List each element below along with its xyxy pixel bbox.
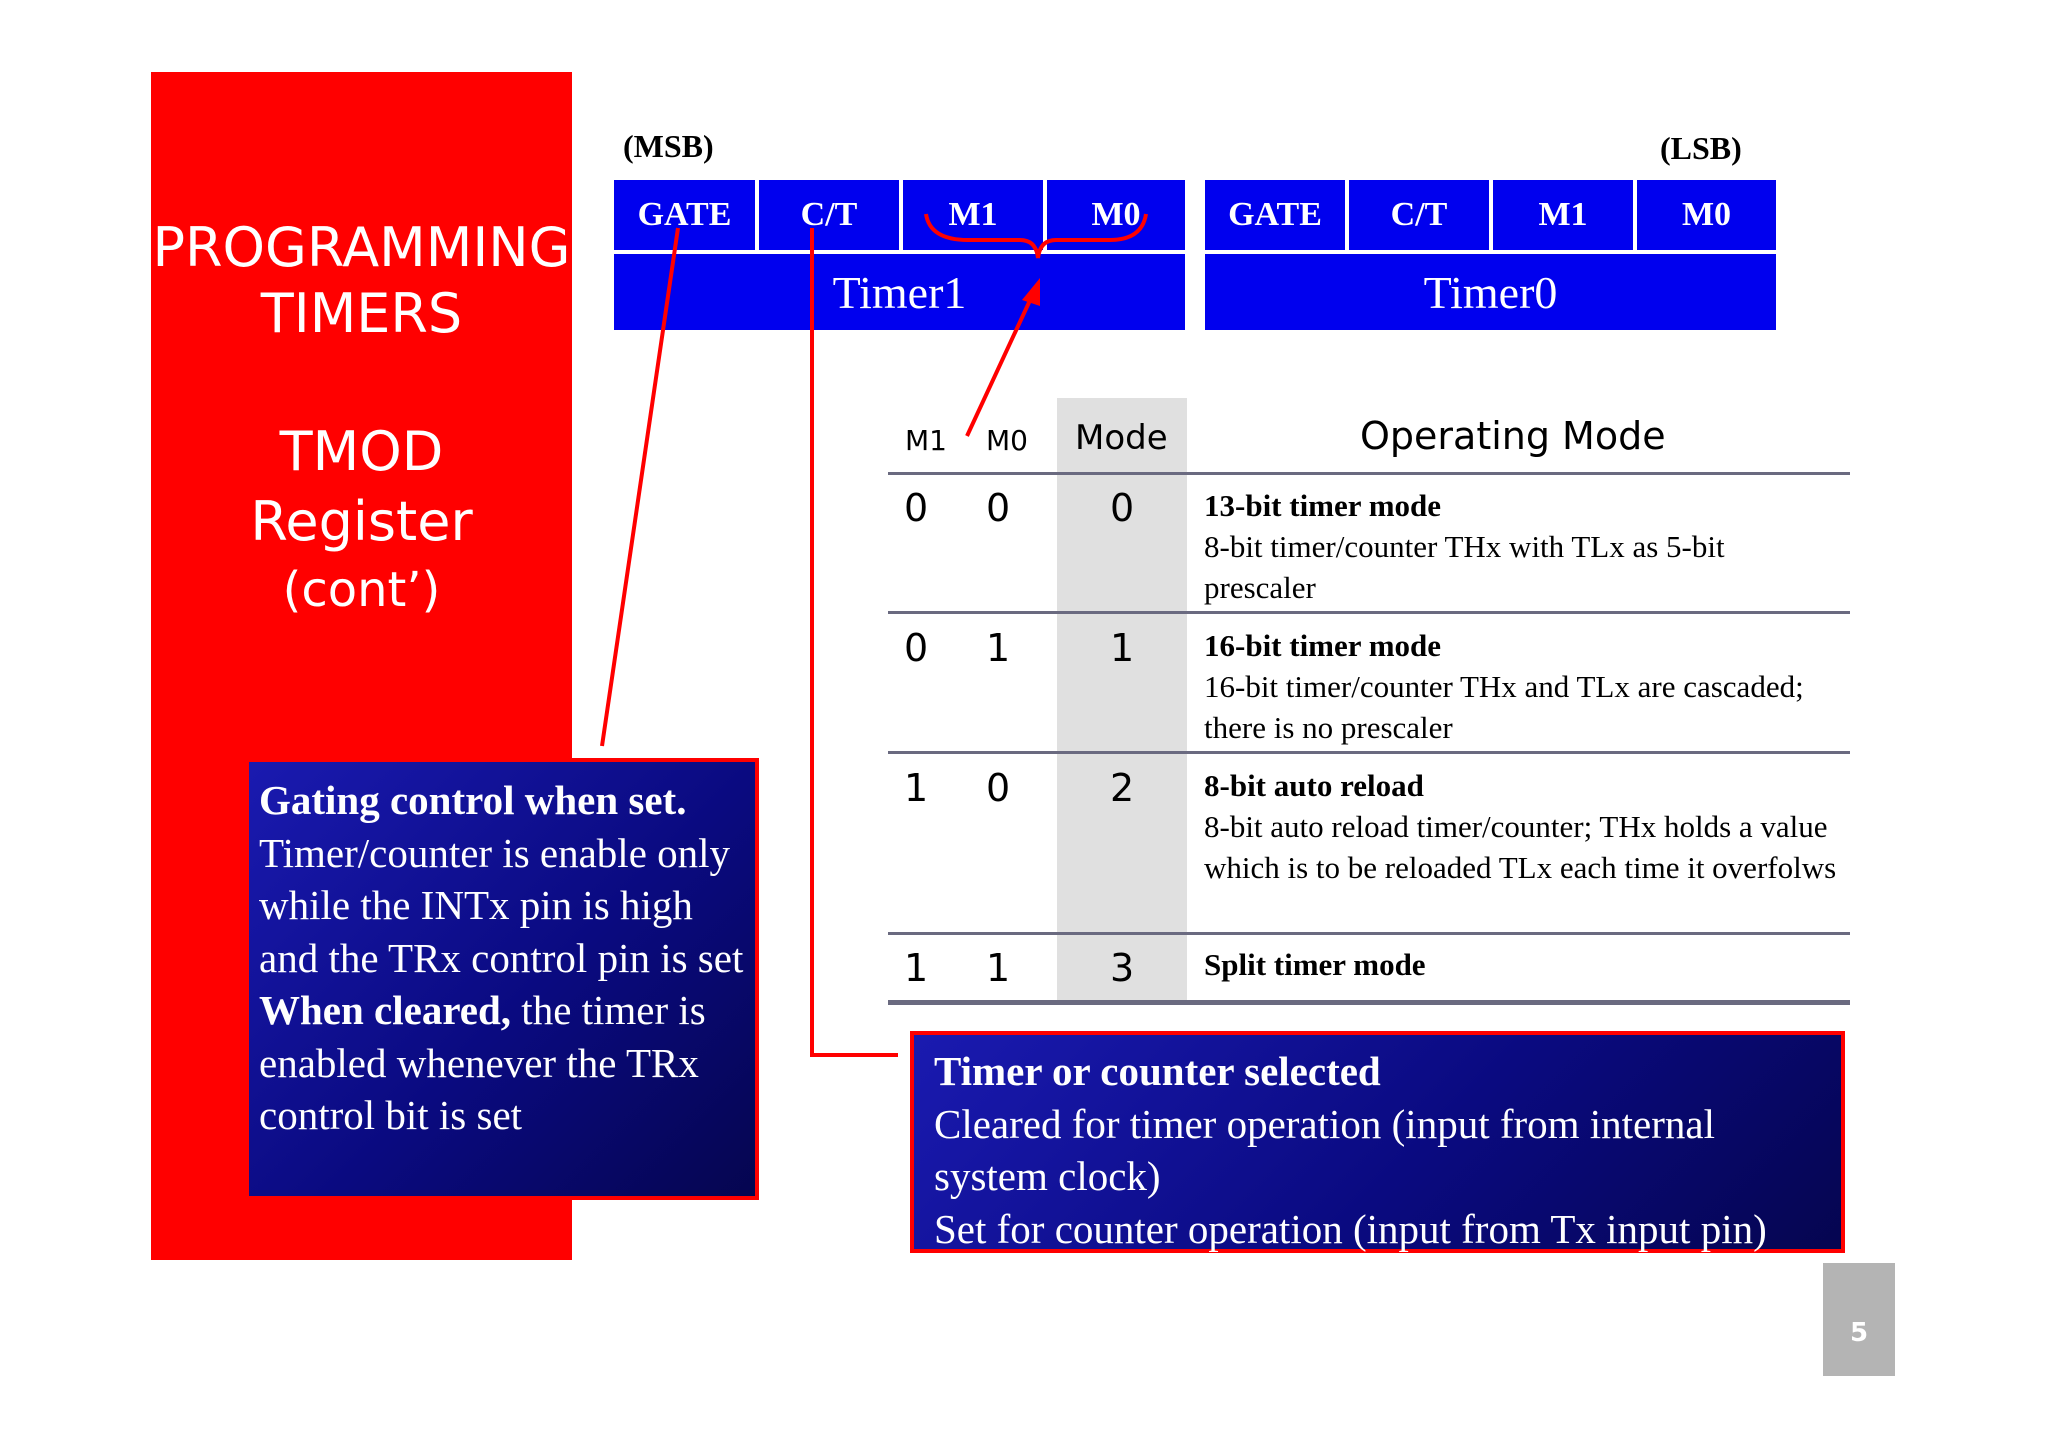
- row4-m0: 1: [986, 946, 1011, 990]
- gate-box-title2: When cleared,: [259, 987, 512, 1033]
- gate-box-title: Gating control when set.: [259, 777, 687, 823]
- ct-box-line1: Cleared for timer operation (input from internal system clock): [934, 1100, 1716, 1199]
- timer0-bit-m1: M1: [1493, 180, 1633, 250]
- row2-text: 16-bit timer/counter THx and TLx are cascaded; there is no prescaler: [1204, 669, 1804, 745]
- header-m0: M0: [986, 424, 1028, 457]
- header-mode: Mode: [1075, 418, 1168, 458]
- slide-title-line2: TIMERS: [260, 282, 463, 345]
- row2-mode: 1: [1110, 626, 1135, 670]
- row1-m1: 0: [904, 486, 929, 530]
- msb-label: (MSB): [623, 128, 714, 164]
- row2-title: 16-bit timer mode: [1204, 628, 1442, 663]
- timer0-label-bar: Timer0: [1205, 254, 1776, 330]
- row1-m0: 0: [986, 486, 1011, 530]
- ct-box-title: Timer or counter selected: [934, 1048, 1381, 1094]
- row2-m0: 1: [986, 626, 1011, 670]
- mode-arrow-head: [1022, 278, 1040, 306]
- row3-mode: 2: [1110, 766, 1135, 810]
- row3-text: 8-bit auto reload timer/counter; THx holds a value which is to be reloaded TLx each time it overfolws: [1204, 809, 1837, 885]
- row3-title: 8-bit auto reload: [1204, 768, 1424, 803]
- header-m1: M1: [905, 424, 947, 457]
- row4-title: Split timer mode: [1204, 947, 1426, 982]
- timer1-label-bar: Timer1: [614, 254, 1185, 330]
- gate-connector-line: [602, 228, 678, 746]
- ct-connector-line: [812, 228, 898, 1055]
- timer1-bit-m0: M0: [1047, 180, 1185, 250]
- page-number: 5: [1823, 1263, 1895, 1376]
- slide-subtitle-line2: Register: [250, 490, 473, 553]
- row4-mode: 3: [1110, 946, 1135, 990]
- row3-m0: 0: [986, 766, 1011, 810]
- row4-m1: 1: [904, 946, 929, 990]
- slide-title-line1: PROGRAMMING: [152, 216, 571, 279]
- gate-box-text1: Timer/counter is enable only while the INTx pin is high and the TRx control pin is set: [259, 829, 744, 981]
- slide-subtitle-line3: (cont’): [282, 562, 441, 618]
- timer0-bit-m0: M0: [1637, 180, 1776, 250]
- timer0-bit-ct: C/T: [1349, 180, 1489, 250]
- row1-text: 8-bit timer/counter THx with TLx as 5-bit prescaler: [1204, 529, 1725, 605]
- row1-mode: 0: [1110, 486, 1135, 530]
- ct-box-line2: Set for counter operation (input from Tx input pin): [934, 1205, 1767, 1252]
- timer1-bit-ct: C/T: [759, 180, 899, 250]
- row1-title: 13-bit timer mode: [1204, 488, 1442, 523]
- timer1-bit-gate: GATE: [614, 180, 755, 250]
- timer0-bit-gate: GATE: [1205, 180, 1345, 250]
- gate-box-text2: the timer is enabled whenever the TRx control bit is set: [259, 987, 706, 1138]
- header-operating-mode: Operating Mode: [1360, 414, 1666, 458]
- row3-m1: 1: [904, 766, 929, 810]
- timer1-bit-m1: M1: [903, 180, 1043, 250]
- row2-m1: 0: [904, 626, 929, 670]
- lsb-label: (LSB): [1660, 130, 1742, 166]
- m1-m0-brace: [926, 214, 1146, 258]
- mode-arrow-line: [967, 296, 1032, 436]
- slide-subtitle-line1: TMOD: [279, 420, 444, 483]
